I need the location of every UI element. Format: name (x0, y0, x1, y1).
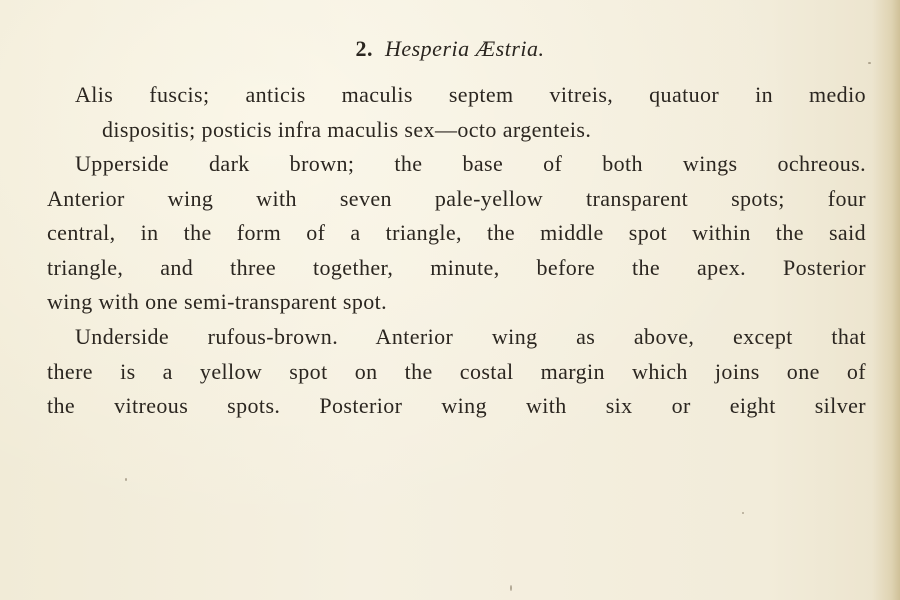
underside-line-1: Underside rufous-brown. Anterior wing as above, except that (75, 324, 866, 349)
underside-line-3: the vitreous spots. Posterior wing with six or eight silver (47, 393, 866, 418)
underside-paragraph (47, 320, 866, 424)
paper-speck (742, 512, 744, 514)
upperside-line-4: triangle, and three together, minute, before the apex. Posterior (47, 254, 866, 280)
underside-line-2: there is a yellow spot on the costal margin which joins one of (47, 358, 866, 384)
species-name: Hesperia Æstria. (384, 36, 545, 61)
paper-speck (868, 62, 871, 64)
upperside-line-3: central, in the form of a triangle, the middle spot within the said (47, 220, 866, 245)
paper-speck (510, 585, 512, 591)
species-heading (0, 36, 900, 62)
upperside-line-1: Upperside dark brown; the base of both wings ochreous. (75, 151, 866, 176)
latin-line-2: dispositis; posticis infra maculis sex—octo argenteis. (102, 116, 592, 142)
latin-description (47, 78, 866, 147)
page-edge-shadow (872, 0, 900, 600)
paper-speck (125, 478, 127, 481)
upperside-paragraph (47, 147, 866, 320)
upperside-line-2: Anterior wing with seven pale-yellow transparent spots; four (47, 185, 866, 211)
latin-line-1: Alis fuscis; anticis maculis septem vitreis, quatuor in medio (75, 82, 866, 107)
upperside-line-5: wing with one semi-transparent spot. (47, 289, 388, 314)
species-number: 2. (355, 36, 373, 61)
